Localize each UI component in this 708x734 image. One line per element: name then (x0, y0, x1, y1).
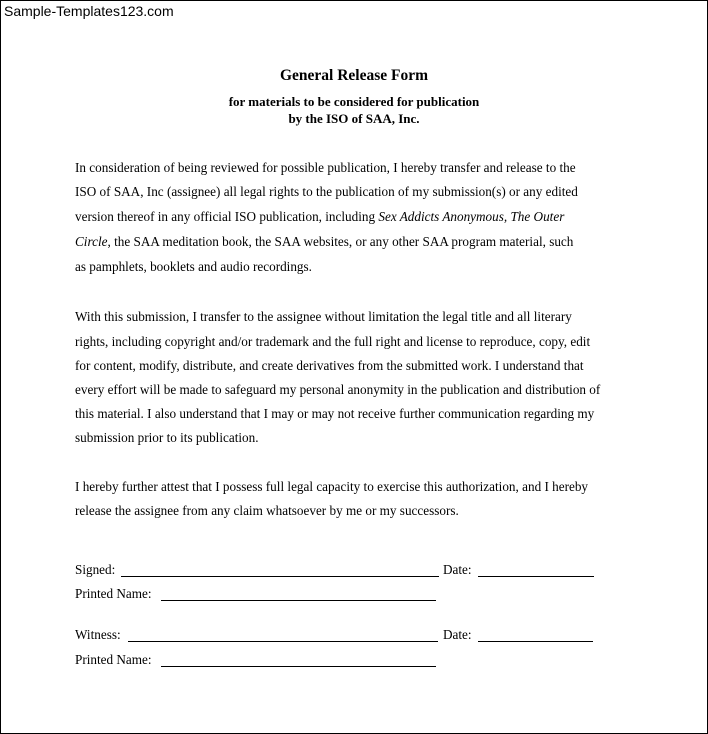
printed-name-label-2: Printed Name: (75, 652, 152, 667)
paragraph-2-line-1: With this submission, I transfer to the assignee without limitation the legal title and all literary (75, 309, 572, 324)
paragraph-3-line-2: release the assignee from any claim whatsoever by me or my successors. (75, 503, 459, 518)
form-subtitle-line-2: by the ISO of SAA, Inc. (288, 111, 420, 126)
paragraph-2-line-3: for content, modify, distribute, and create derivatives from the submitted work. I understand that (75, 358, 584, 373)
paragraph-1-line-3 (75, 209, 564, 225)
paragraph-1-line-1: In consideration of being reviewed for possible publication, I hereby transfer and release to the (75, 160, 576, 175)
paragraph-2-line-2: rights, including copyright and/or trademark and the full right and license to reproduce, copy, edit (75, 334, 591, 349)
paragraph-1-line-3-text: version thereof in any official ISO publication, including (75, 209, 379, 224)
witness-date-line[interactable] (478, 641, 593, 642)
witness-date-label: Date: (443, 627, 472, 642)
witness-label: Witness: (75, 627, 121, 642)
printed-name-line-2[interactable] (161, 666, 436, 667)
watermark: Sample-Templates123.com (4, 3, 174, 19)
paragraph-1-line-5: as pamphlets, booklets and audio recordings. (75, 259, 312, 274)
paragraph-1-line-4-text: , the SAA meditation book, the SAA websites, or any other SAA program material, such (107, 234, 574, 249)
signed-date-line[interactable] (478, 576, 594, 577)
paragraph-1-line-4 (75, 234, 573, 250)
signed-date-label: Date: (443, 562, 472, 577)
witness-signature-line[interactable] (128, 641, 438, 642)
form-subtitle-line-1: for materials to be considered for publication (228, 94, 480, 109)
paragraph-3-line-1: I hereby further attest that I possess full legal capacity to exercise this authorization, and I hereby (75, 479, 589, 494)
paragraph-2-line-6: submission prior to its publication. (75, 430, 259, 445)
publication-titles: Sex Addicts Anonymous, The Outer (378, 209, 565, 224)
printed-name-label-1: Printed Name: (75, 586, 152, 601)
signed-label: Signed: (75, 562, 116, 577)
printed-name-line-1[interactable] (161, 600, 436, 601)
publication-title-circle: Circle (75, 234, 108, 249)
paragraph-2-line-4: every effort will be made to safeguard my personal anonymity in the publication and distribution of (75, 382, 601, 397)
signature-line[interactable] (121, 576, 439, 577)
form-title: General Release Form (279, 67, 429, 84)
paragraph-2-line-5: this material. I also understand that I may or may not receive further communication regarding my (75, 406, 595, 421)
paragraph-1-line-2: ISO of SAA, Inc (assignee) all legal rights to the publication of my submission(s) or any edited (75, 184, 578, 199)
